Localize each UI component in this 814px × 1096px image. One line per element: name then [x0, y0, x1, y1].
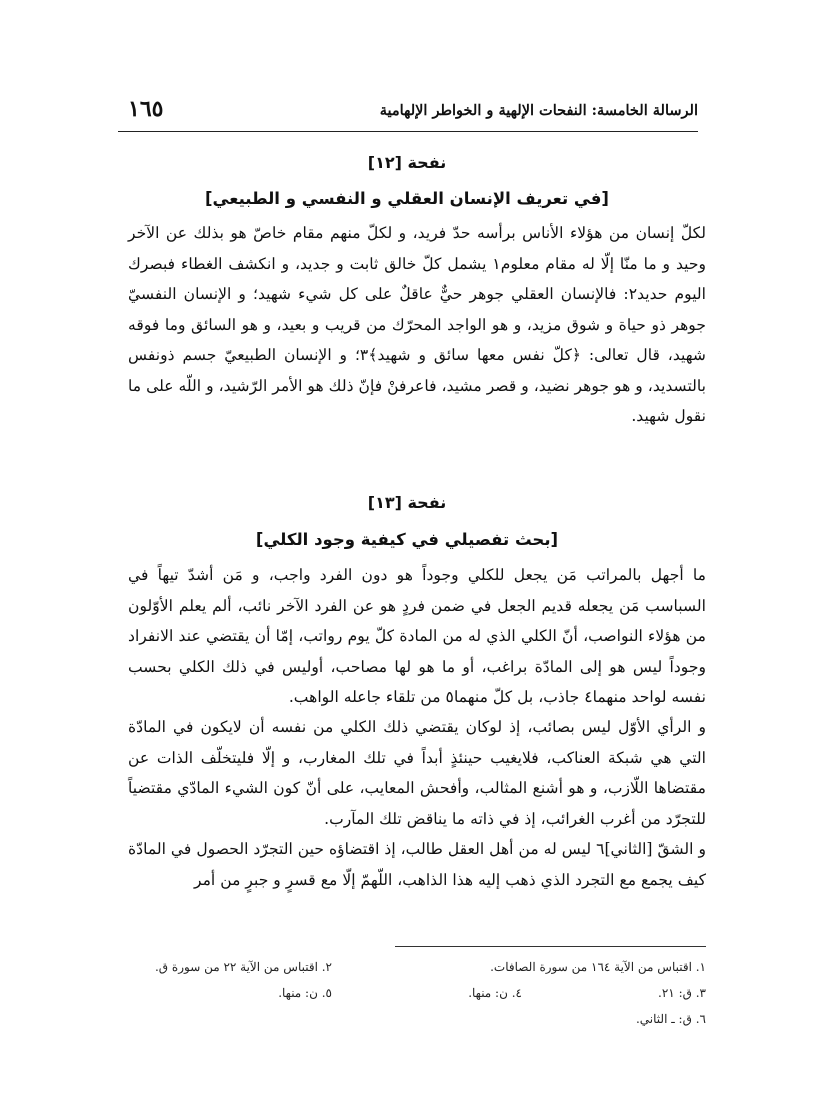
footnote-6: ٦. ق: ـ الثاني.	[635, 1012, 706, 1026]
footnote-divider	[395, 946, 706, 947]
running-header	[118, 96, 698, 126]
section-12-subtitle: [في تعريف الإنسان العقلي و النفسي و الطبيعي]	[205, 189, 609, 208]
running-header-title: الرسالة الخامسة: النفحات الإلهية و الخواطر الإلهامية	[379, 102, 698, 119]
footnote-4: ٤. ن: منها.	[468, 986, 522, 1000]
footnote-1: ١. اقتباس من الآية ١٦٤ من سورة الصافات.	[490, 960, 706, 974]
section-13-paragraph-3: و الشقّ [الثاني]٦ ليس له من أهل العقل طالب، إذ اقتضاؤه حين التجرّد الحصول في المادّة كيف يجمع مع التجرد الذي ذهب إليه هذا الذاهب، اللّهمّ إلّا مع قسرٍ و جبرٍ من أمر	[128, 840, 706, 889]
header-divider	[118, 131, 698, 132]
footnote-3: ٣. ق: ٢١.	[658, 986, 706, 1000]
footnote-2: ٢. اقتباس من الآية ٢٢ من سورة ق.	[154, 960, 332, 974]
section-12-number: نفحة [١٢]	[367, 153, 447, 172]
section-13-subtitle: [بحث تفصيلي في كيفية وجود الكلي]	[255, 530, 559, 549]
footnote-5: ٥. ن: منها.	[278, 986, 332, 1000]
section-12-paragraph: لكلّ إنسان من هؤلاء الأناس برأسه حدّ فريد، و لكلّ منهم مقام خاصّ هو بذلك عن الآخر وحيد و ما منّا إلّا له مقام معلوم١ يشمل كلّ خالق ثابت و جديد، و انكشف الغطاء فبصرك اليوم حديد٢: فالإنسان العقلي جوهر حيٌّ عاقلٌ على كل شيء شهيد؛ و الإنسان النفسيّ جوهر ذو حياة و شوق مزيد، و هو الواجد المحرّك من قريب و بعيد، و هو السائق وما فوقه شهيد، قال تعالى: ﴿كلّ نفس معها سائق و شهيد﴾٣؛ و الإنسان الطبيعيّ جسم ذونفس بالتسديد، و هو جوهر نضيد، و قصر مشيد، فاعرفنْ فإنّ ذلك هو الأمر الرّشيد، و اللّه على ما نقول شهيد.	[128, 224, 707, 425]
page-number: ١٦٥	[128, 96, 164, 122]
section-13-number: نفحة [١٣]	[367, 493, 447, 512]
section-13-paragraph-2: و الرأي الأوّل ليس بصائب، إذ لوكان يقتضي ذلك الكلي من نفسه أن لايكون في المادّة التي هي شبكة العناكب، فلايغيب حينئذٍ أبداً في تلك المغارب، و إلّا فليتخلّف الذات عن مقتضاها اللّازب، و هو أشنع المثالب، وأفحش المعايب، على أنّ كون الشيء المادّي مقتضياً للتجرّد من أغرب الغرائب، إذ في ذاته ما يناقض تلك المآرب.	[128, 718, 706, 828]
section-13-paragraph-1: ما أجهل بالمراتب مَن يجعل للكلي وجوداً هو دون الفرد واجب، و مَن أشدّ تيهاً في السباسب مَن يجعله قديم الجعل في ضمن فردٍ هو عن الفرد الآخر نائب، ألم يعلم الأوّلون من هؤلاء النواصب، أنّ الكلي الذي له من المادة كلّ يوم رواتب، إمّا أن يقتضي عند الانفراد وجوداً ليس هو إلى المادّة براغب، أو ما هو لها مصاحب، أوليس في ذلك الكلي بحسب نفسه لواحد منهما٤ جاذب، بل كلّ منهما٥ من تلقاء جاعله الواهب.	[128, 566, 706, 706]
